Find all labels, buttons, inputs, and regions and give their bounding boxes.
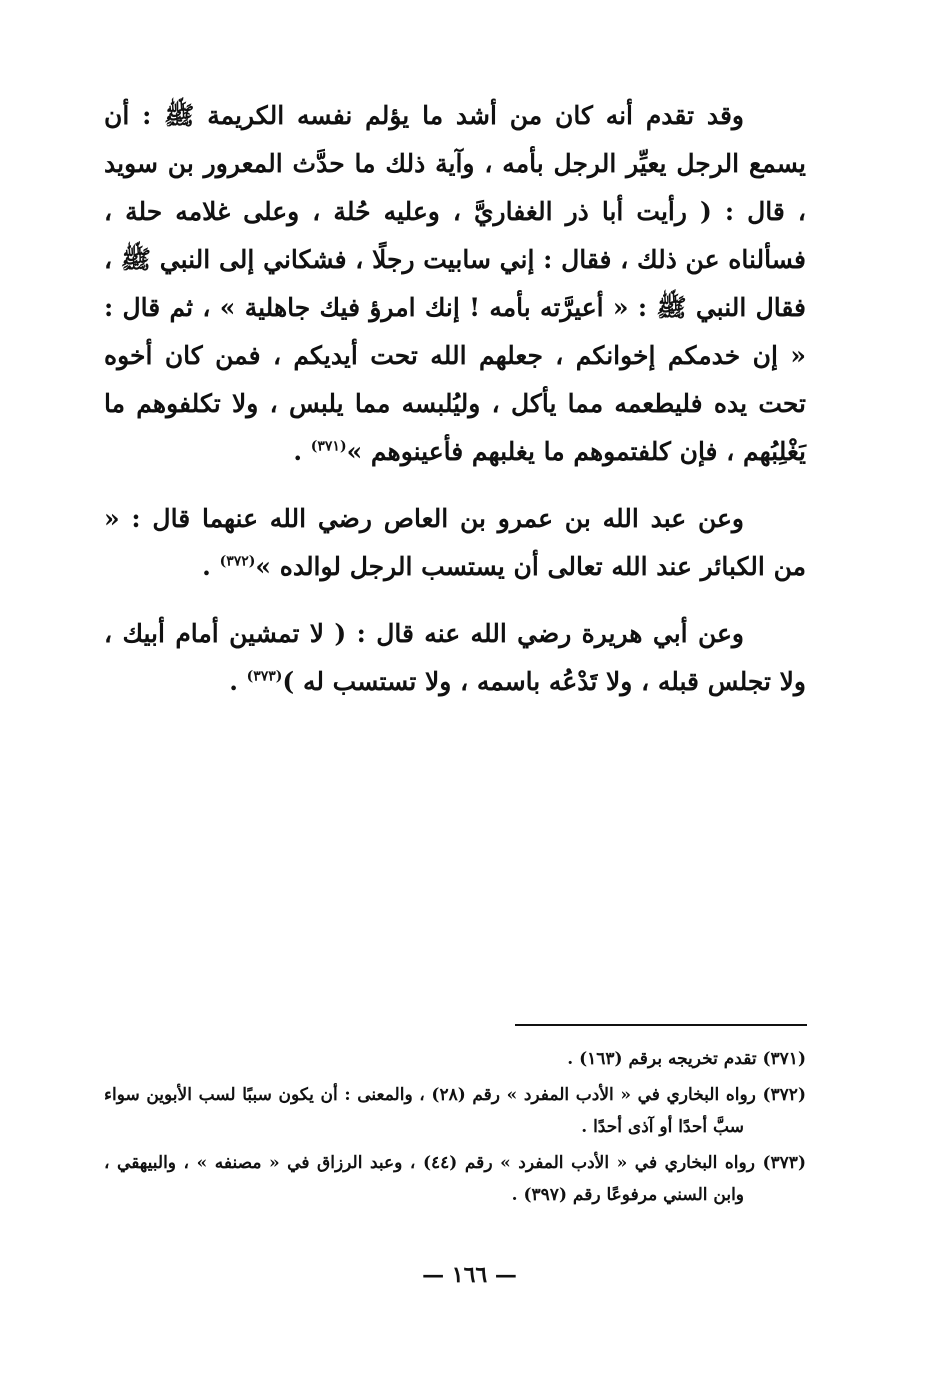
paragraph-2-end: . bbox=[202, 552, 220, 581]
footnote-ref-373: (٣٧٣) bbox=[246, 668, 283, 685]
paragraph-3-end: . bbox=[229, 667, 247, 696]
footnote-371 bbox=[104, 1043, 806, 1075]
main-text bbox=[104, 92, 806, 725]
paragraph-3 bbox=[104, 610, 806, 706]
paragraph-1-end: . bbox=[293, 437, 311, 466]
paragraph-2-text: وعن عبد الله بن عمرو بن العاص رضي الله عنهما قال : « من الكبائر عند الله تعالى أن يستسب الرجل لوالده » bbox=[104, 504, 806, 581]
footnote-text: رواه البخاري في « الأدب المفرد » رقم (٢٨) ، والمعنى : أن يكون سببًا لسب الأبوين سواء سبَّ أحدًا أو آذى أحدًا . bbox=[104, 1085, 756, 1137]
footnote-number: (٣٧٣) bbox=[762, 1153, 806, 1173]
footnote-text: تقدم تخريجه برقم (١٦٣) . bbox=[567, 1049, 757, 1069]
paragraph-1 bbox=[104, 92, 806, 476]
paragraph-2 bbox=[104, 495, 806, 591]
footnote-372 bbox=[104, 1079, 806, 1143]
footnote-ref-371: (٣٧١) bbox=[310, 438, 347, 455]
paragraph-1-text: وقد تقدم أنه كان من أشد ما يؤلم نفسه الكريمة ﷺ : أن يسمع الرجل يعيِّر الرجل بأمه ، وآية ذلك ما حدَّث المعرور بن سويد ، قال : ( رأيت أبا ذر الغفاريَّ ، وعليه حُلة ، وعلى غلامه حلة ، فسألناه عن ذلك ، فقال : إني سابيت رجلًا ، فشكاني إلى النبي ﷺ ، فقال النبي ﷺ : « أعيرَّته بأمه ! إنك امرؤ فيك جاهلية » ، ثم قال : « إن خدمكم إخوانكم ، جعلهم الله تحت أيديكم ، فمن كان أخوه تحت يده فليطعمه مما يأكل ، وليُلبسه مما يلبس ، ولا تكلفوهم ما يَغْلِبُهم ، فإن كلفتموهم ما يغلبهم فأعينوهم » bbox=[104, 101, 806, 466]
footnote-text: رواه البخاري في « الأدب المفرد » رقم (٤٤) ، وعبد الرزاق في « مصنفه » ، والبيهقي ، وابن السني مرفوعًا رقم (٣٩٧) . bbox=[104, 1153, 755, 1205]
footnote-373 bbox=[104, 1147, 806, 1211]
paragraph-3-text: وعن أبي هريرة رضي الله عنه قال : ( لا تمشين أمام أبيك ، ولا تجلس قبله ، ولا تَدْعُه باسمه ، ولا تستسب له ) bbox=[104, 619, 806, 696]
footnote-divider bbox=[515, 1024, 807, 1026]
footnote-number: (٣٧٢) bbox=[762, 1085, 806, 1105]
page-number: — ١٦٦ — bbox=[422, 1262, 517, 1288]
footnote-ref-372: (٣٧٢) bbox=[219, 553, 256, 570]
footnotes bbox=[104, 1043, 806, 1215]
footnote-number: (٣٧١) bbox=[762, 1049, 806, 1069]
